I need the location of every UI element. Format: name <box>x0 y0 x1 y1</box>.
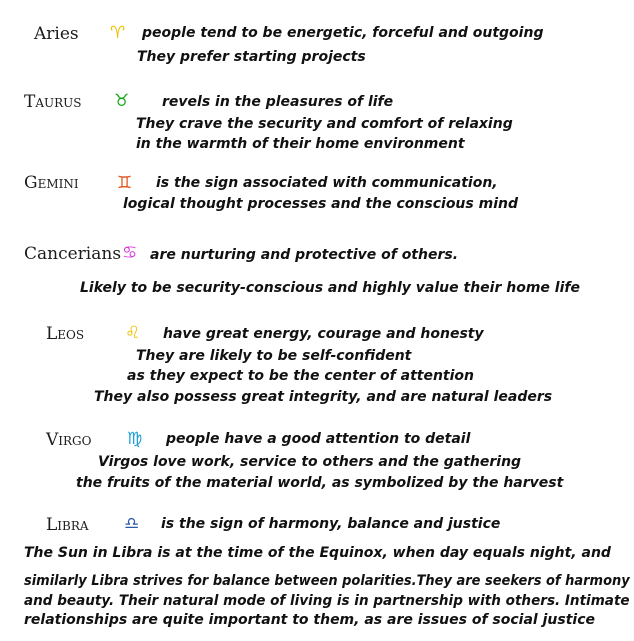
aries-line-2: They prefer starting projects <box>137 49 366 65</box>
cancer-symbol-icon: ♋ <box>122 243 138 263</box>
taurus-line-3: in the warmth of their home environment <box>136 136 465 152</box>
libra-line-5: relationships are quite important to them, as are issues of social justice <box>24 612 595 628</box>
taurus-symbol-icon: ♉ <box>114 91 130 111</box>
virgo-symbol-icon: ♍ <box>127 429 143 449</box>
leo-line-4: They also possess great integrity, and are natural leaders <box>94 389 553 405</box>
gemini-symbol-icon: ♊ <box>117 173 133 193</box>
virgo-line-3: the fruits of the material world, as symbolized by the harvest <box>76 475 564 491</box>
virgo-name: Virgo <box>46 430 92 450</box>
aries-line-1: people tend to be energetic, forceful and outgoing <box>142 25 544 41</box>
virgo-line-2: Virgos love work, service to others and the gathering <box>98 454 522 470</box>
virgo-line-1: people have a good attention to detail <box>166 431 471 447</box>
libra-line-4: and beauty. Their natural mode of living is in partnership with others. Intimate <box>24 593 630 609</box>
aries-symbol-icon: ♈ <box>110 23 126 43</box>
cancer-name: Cancerians <box>24 244 122 264</box>
taurus-name: Taurus <box>24 92 82 112</box>
leo-symbol-icon: ♌ <box>125 323 141 343</box>
gemini-name: Gemini <box>24 173 79 193</box>
leo-line-3: as they expect to be the center of attention <box>127 368 474 384</box>
leo-name: Leos <box>46 324 85 344</box>
libra-line-3: similarly Libra strives for balance between polarities.They are seekers of harmony <box>24 573 630 589</box>
libra-line-1: is the sign of harmony, balance and justice <box>161 516 501 532</box>
aries-name: Aries <box>34 24 79 44</box>
libra-name: Libra <box>46 515 89 535</box>
taurus-line-2: They crave the security and comfort of relaxing <box>136 116 513 132</box>
gemini-line-1: is the sign associated with communication, <box>156 175 498 191</box>
cancer-line-2: Likely to be security-conscious and highly value their home life <box>80 280 580 296</box>
gemini-line-2: logical thought processes and the conscious mind <box>123 196 518 212</box>
leo-line-2: They are likely to be self-confident <box>136 348 412 364</box>
cancer-line-1: are nurturing and protective of others. <box>150 247 459 263</box>
leo-line-1: have great energy, courage and honesty <box>163 326 484 342</box>
taurus-line-1: revels in the pleasures of life <box>162 94 394 110</box>
libra-symbol-icon: ♎ <box>124 514 140 534</box>
libra-line-2: The Sun in Libra is at the time of the Equinox, when day equals night, and <box>24 545 611 561</box>
